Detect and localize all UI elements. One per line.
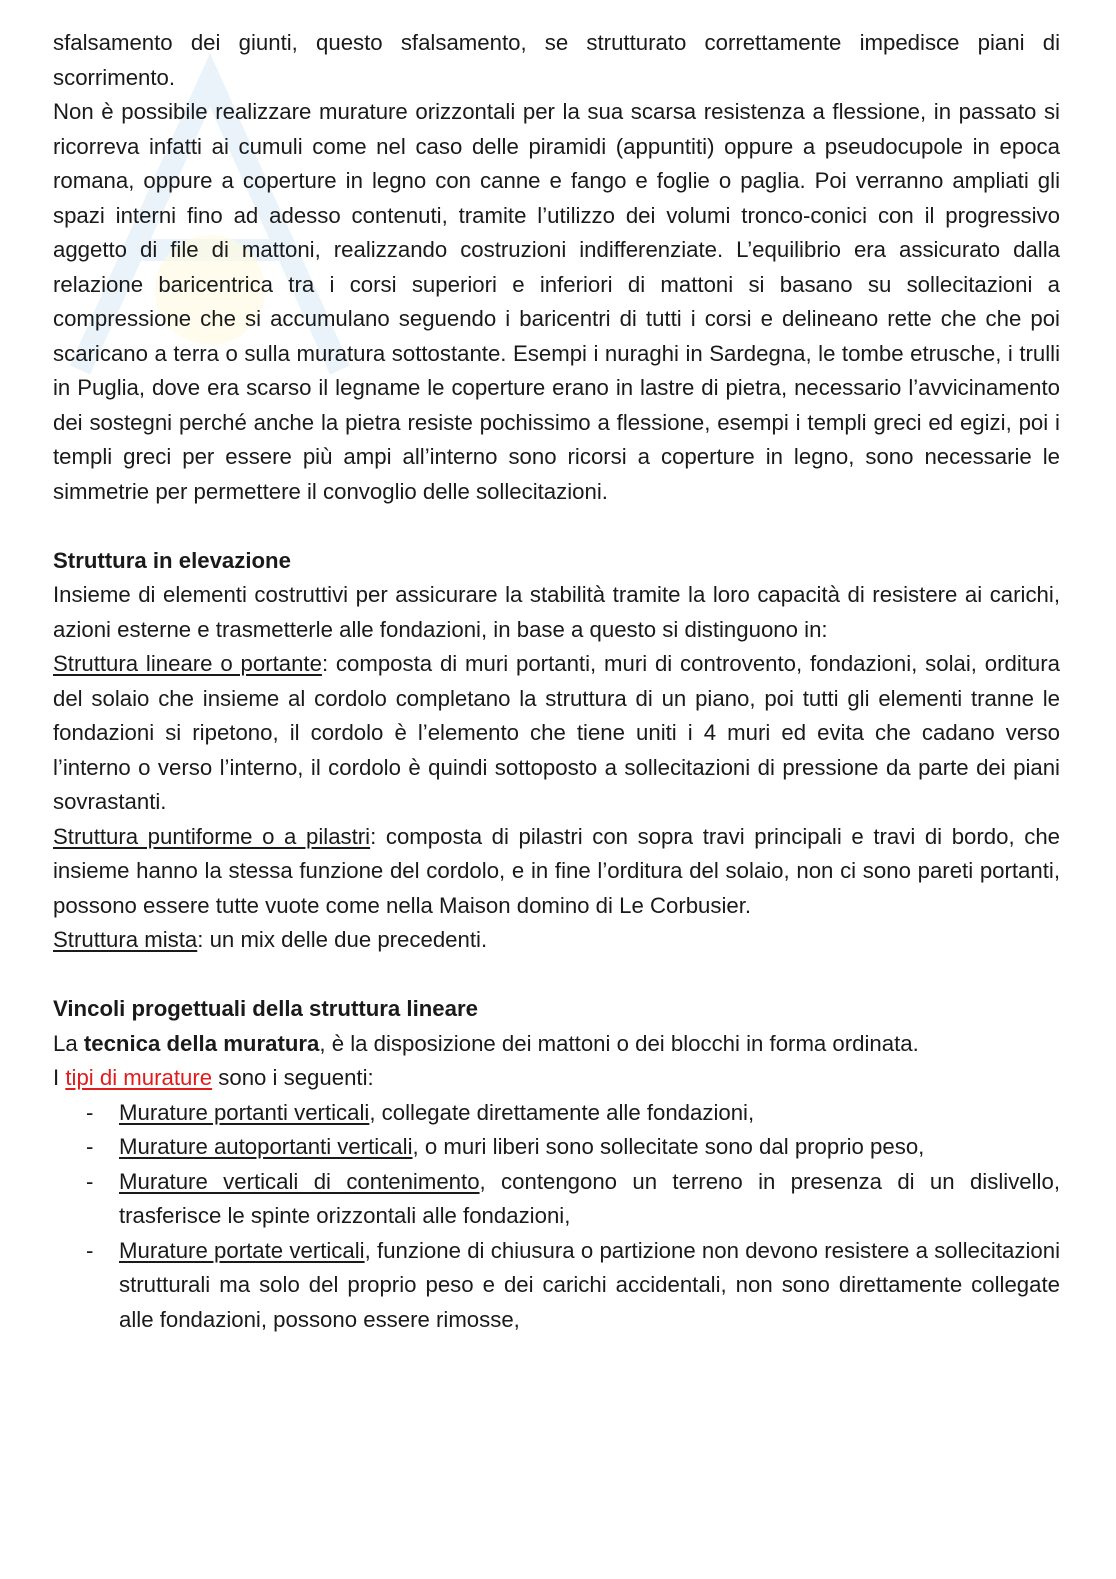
- term-murature-portanti: Murature portanti verticali: [119, 1099, 370, 1125]
- term-struttura-mista: Struttura mista: [53, 927, 198, 952]
- list-tipi-murature: [53, 1096, 1060, 1338]
- list-item-text: , contengono un terreno in presenza di un dislivello, trasferisce le spinte orizzontali alle fondazioni,: [119, 1168, 1060, 1228]
- term-struttura-puntiforme: Struttura puntiforme o a pilastri: [53, 823, 371, 849]
- text-struttura-mista: : un mix delle due precedenti.: [197, 927, 488, 952]
- heading-vincoli-progettuali: Vincoli progettuali della struttura lineare: [53, 996, 478, 1021]
- term-struttura-lineare: Struttura lineare o portante: [53, 651, 322, 676]
- heading-struttura-elevazione: Struttura in elevazione: [53, 547, 291, 573]
- types-prefix: I: [53, 1065, 66, 1090]
- types-suffix: sono i seguenti:: [212, 1065, 374, 1090]
- term-tecnica-muratura: tecnica della muratura: [83, 1030, 320, 1056]
- paragraph-struttura-puntiforme: [53, 820, 1060, 924]
- paragraph-continuation: sfalsamento dei giunti, questo sfalsamento, se strutturato correttamente impedisce piani di scorrimento.: [53, 30, 1060, 90]
- technique-prefix: La: [53, 1030, 84, 1056]
- paragraph-elevazione-intro: Insieme di elementi costruttivi per assicurare la stabilità tramite la loro capacità di resistere ai carichi, azioni esterne e trasmetterle alle fondazioni, in base a questo si distinguono in:: [53, 582, 1060, 642]
- term-murature-portate: Murature portate verticali: [119, 1237, 365, 1263]
- paragraph-struttura-lineare: [53, 647, 1060, 820]
- term-murature-autoportanti: Murature autoportanti verticali: [119, 1134, 413, 1159]
- text-struttura-lineare: : composta di muri portanti, muri di controvento, fondazioni, solai, orditura del solaio che insieme al cordolo completano la struttura di un piano, poi tutti gli elementi tranne le fondazioni si ripetono, il cordolo è l’elemento che tiene uniti i 4 muri ed evita che cadano verso l’interno o verso l’interno, il cordolo è quindi sottoposto a sollecitazioni di pressione da parte dei piani sovrastanti.: [53, 651, 1060, 814]
- list-item: [53, 1096, 1060, 1131]
- list-item-text: , o muri liberi sono sollecitate sono dal proprio peso,: [412, 1134, 925, 1159]
- document-page: [53, 26, 1060, 1337]
- term-murature-contenimento: Murature verticali di contenimento: [119, 1168, 480, 1194]
- paragraph-tipi-murature: [53, 1061, 1060, 1096]
- list-item-text: , collegate direttamente alle fondazioni,: [369, 1099, 755, 1125]
- paragraph-history: Non è possibile realizzare murature orizzontali per la sua scarsa resistenza a flessione, in passato si ricorreva infatti ai cumuli come nel caso delle piramidi (appuntiti) oppure a pseudocupole in epoca romana, oppure a coperture in legno con canne e fango e foglie o paglia. Poi verranno ampliati gli spazi interni fino ad adesso contenuti, tramite l’utilizzo dei volumi tronco-conici con il progressivo aggetto di file di mattoni, realizzando costruzioni indifferenziate. L’equilibrio era assicurato dalla relazione baricentrica tra i corsi superiori e inferiori di mattoni si basano su sollecitazioni a compressione che si accumulano seguendo i baricentri di tutti i corsi e delineano rette che che poi scaricano a terra o sulla muratura sottostante. Esempi i nuraghi in Sardegna, le tombe etrusche, i trulli in Puglia, dove era scarso il legname le coperture erano in lastre di pietra, necessario l’avvicinamento dei sostegni perché anche la pietra resiste pochissimo a flessione, esempi i templi greci ed egizi, poi i templi greci per essere più ampi all’interno sono ricorsi a coperture in legno, sono necessarie le simmetrie per permettere il convoglio delle sollecitazioni.: [53, 99, 1060, 504]
- paragraph-struttura-mista: [53, 923, 1060, 958]
- paragraph-tecnica-muratura: [53, 1027, 1060, 1062]
- link-tipi-murature[interactable]: tipi di murature: [65, 1065, 213, 1090]
- text-tecnica-muratura: , è la disposizione dei mattoni o dei blocchi in forma ordinata.: [319, 1030, 919, 1056]
- text-struttura-puntiforme: : composta di pilastri con sopra travi principali e travi di bordo, che insieme hanno la stessa funzione del cordolo, e in fine l’orditura del solaio, non ci sono pareti portanti, possono essere tutte vuote come nella Maison domino di Le Corbusier.: [53, 823, 1060, 918]
- list-item: [53, 1165, 1060, 1234]
- list-item-text: , funzione di chiusura o partizione non devono resistere a sollecitazioni strutturali ma solo del proprio peso e dei carichi accidentali, non sono direttamente collegate alle fondazioni, possono essere rimosse,: [119, 1237, 1061, 1332]
- list-item: [53, 1130, 1060, 1165]
- list-item: [53, 1234, 1060, 1338]
